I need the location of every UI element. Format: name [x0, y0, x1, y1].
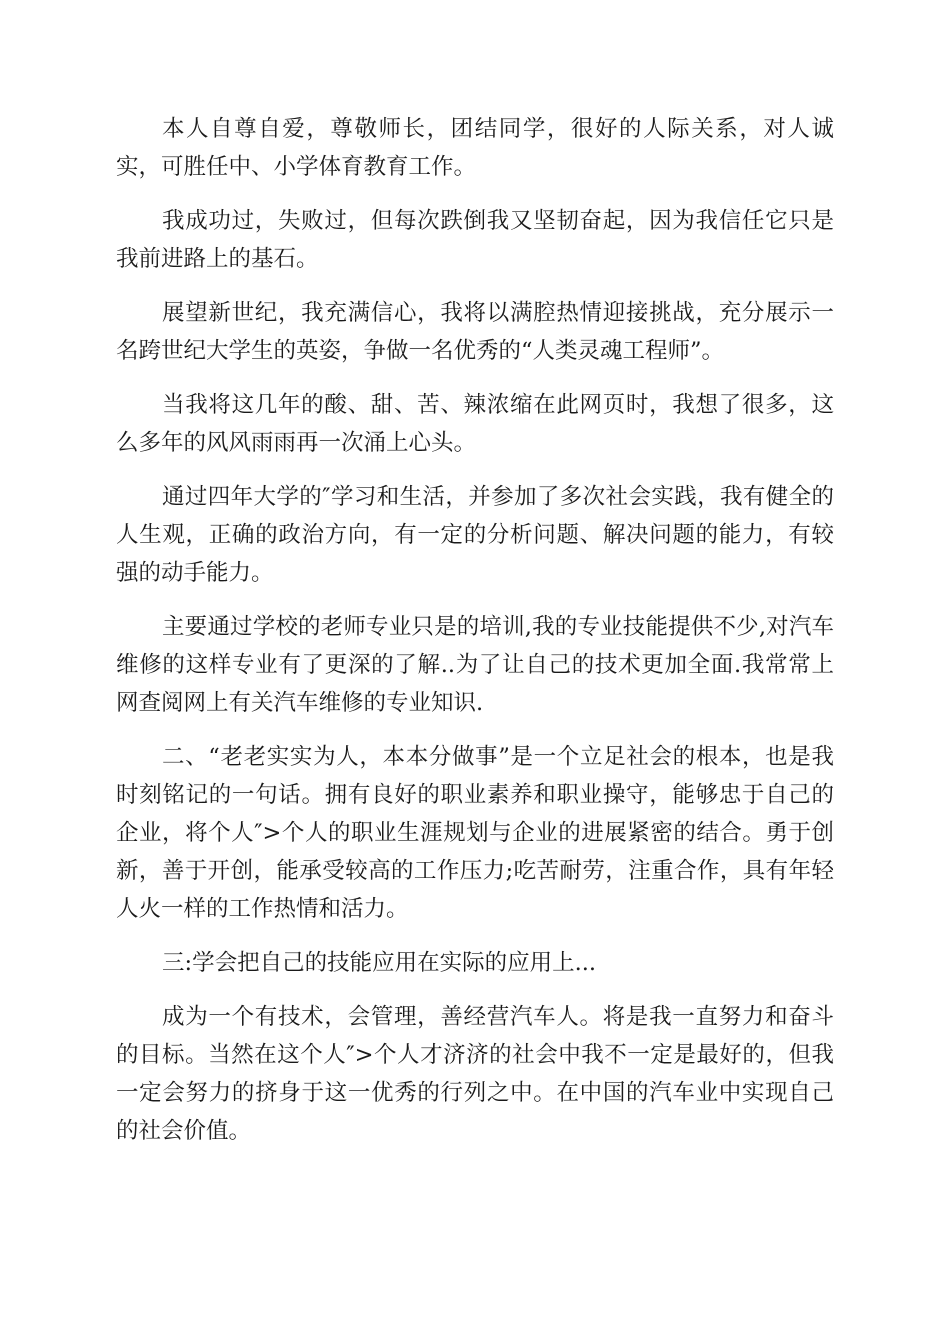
paragraph: 通过四年大学的″学习和生活，并参加了多次社会实践，我有健全的人生观，正确的政治方向，有一定的分析问题、解决问题的能力，有较强的动手能力。 [116, 484, 834, 586]
paragraph: 本人自尊自爱，尊敬师长，团结同学，很好的人际关系，对人诚实，可胜任中、小学体育教育工作。 [116, 116, 834, 180]
paragraph: 展望新世纪，我充满信心，我将以满腔热情迎接挑战，充分展示一名跨世纪大学生的英姿，争做一名优秀的“人类灵魂工程师”。 [116, 300, 834, 364]
paragraph: 二、“老老实实为人，本本分做事”是一个立足社会的根本，也是我时刻铭记的一句话。拥有良好的职业素养和职业操守，能够忠于自己的企业，将个人″>个人的职业生涯规划与企业的进展紧密的结合。勇于创新，善于开创，能承受较高的工作压力;吃苦耐劳，注重合作，具有年轻人火一样的工作热情和活力。 [116, 744, 834, 922]
paragraph: 三:学会把自己的技能应用在实际的应用上... [162, 950, 597, 976]
paragraph: 主要通过学校的老师专业只是的培训,我的专业技能提供不少,对汽车维修的这样专业有了更深的了解..为了让自己的技术更加全面.我常常上网查阅网上有关汽车维修的专业知识. [116, 614, 834, 716]
paragraph: 成为一个有技术，会管理，善经营汽车人。将是我一直努力和奋斗的目标。当然在这个人″>个人才济济的社会中我不一定是最好的，但我一定会努力的挤身于这一优秀的行列之中。在中国的汽车业中实现自己的社会价值。 [116, 1004, 834, 1144]
paragraph: 当我将这几年的酸、甜、苦、辣浓缩在此网页时，我想了很多，这么多年的风风雨雨再一次涌上心头。 [116, 392, 834, 456]
document-body [116, 110, 834, 1166]
paragraph: 我成功过，失败过，但每次跌倒我又坚韧奋起，因为我信任它只是我前进路上的基石。 [116, 208, 834, 272]
